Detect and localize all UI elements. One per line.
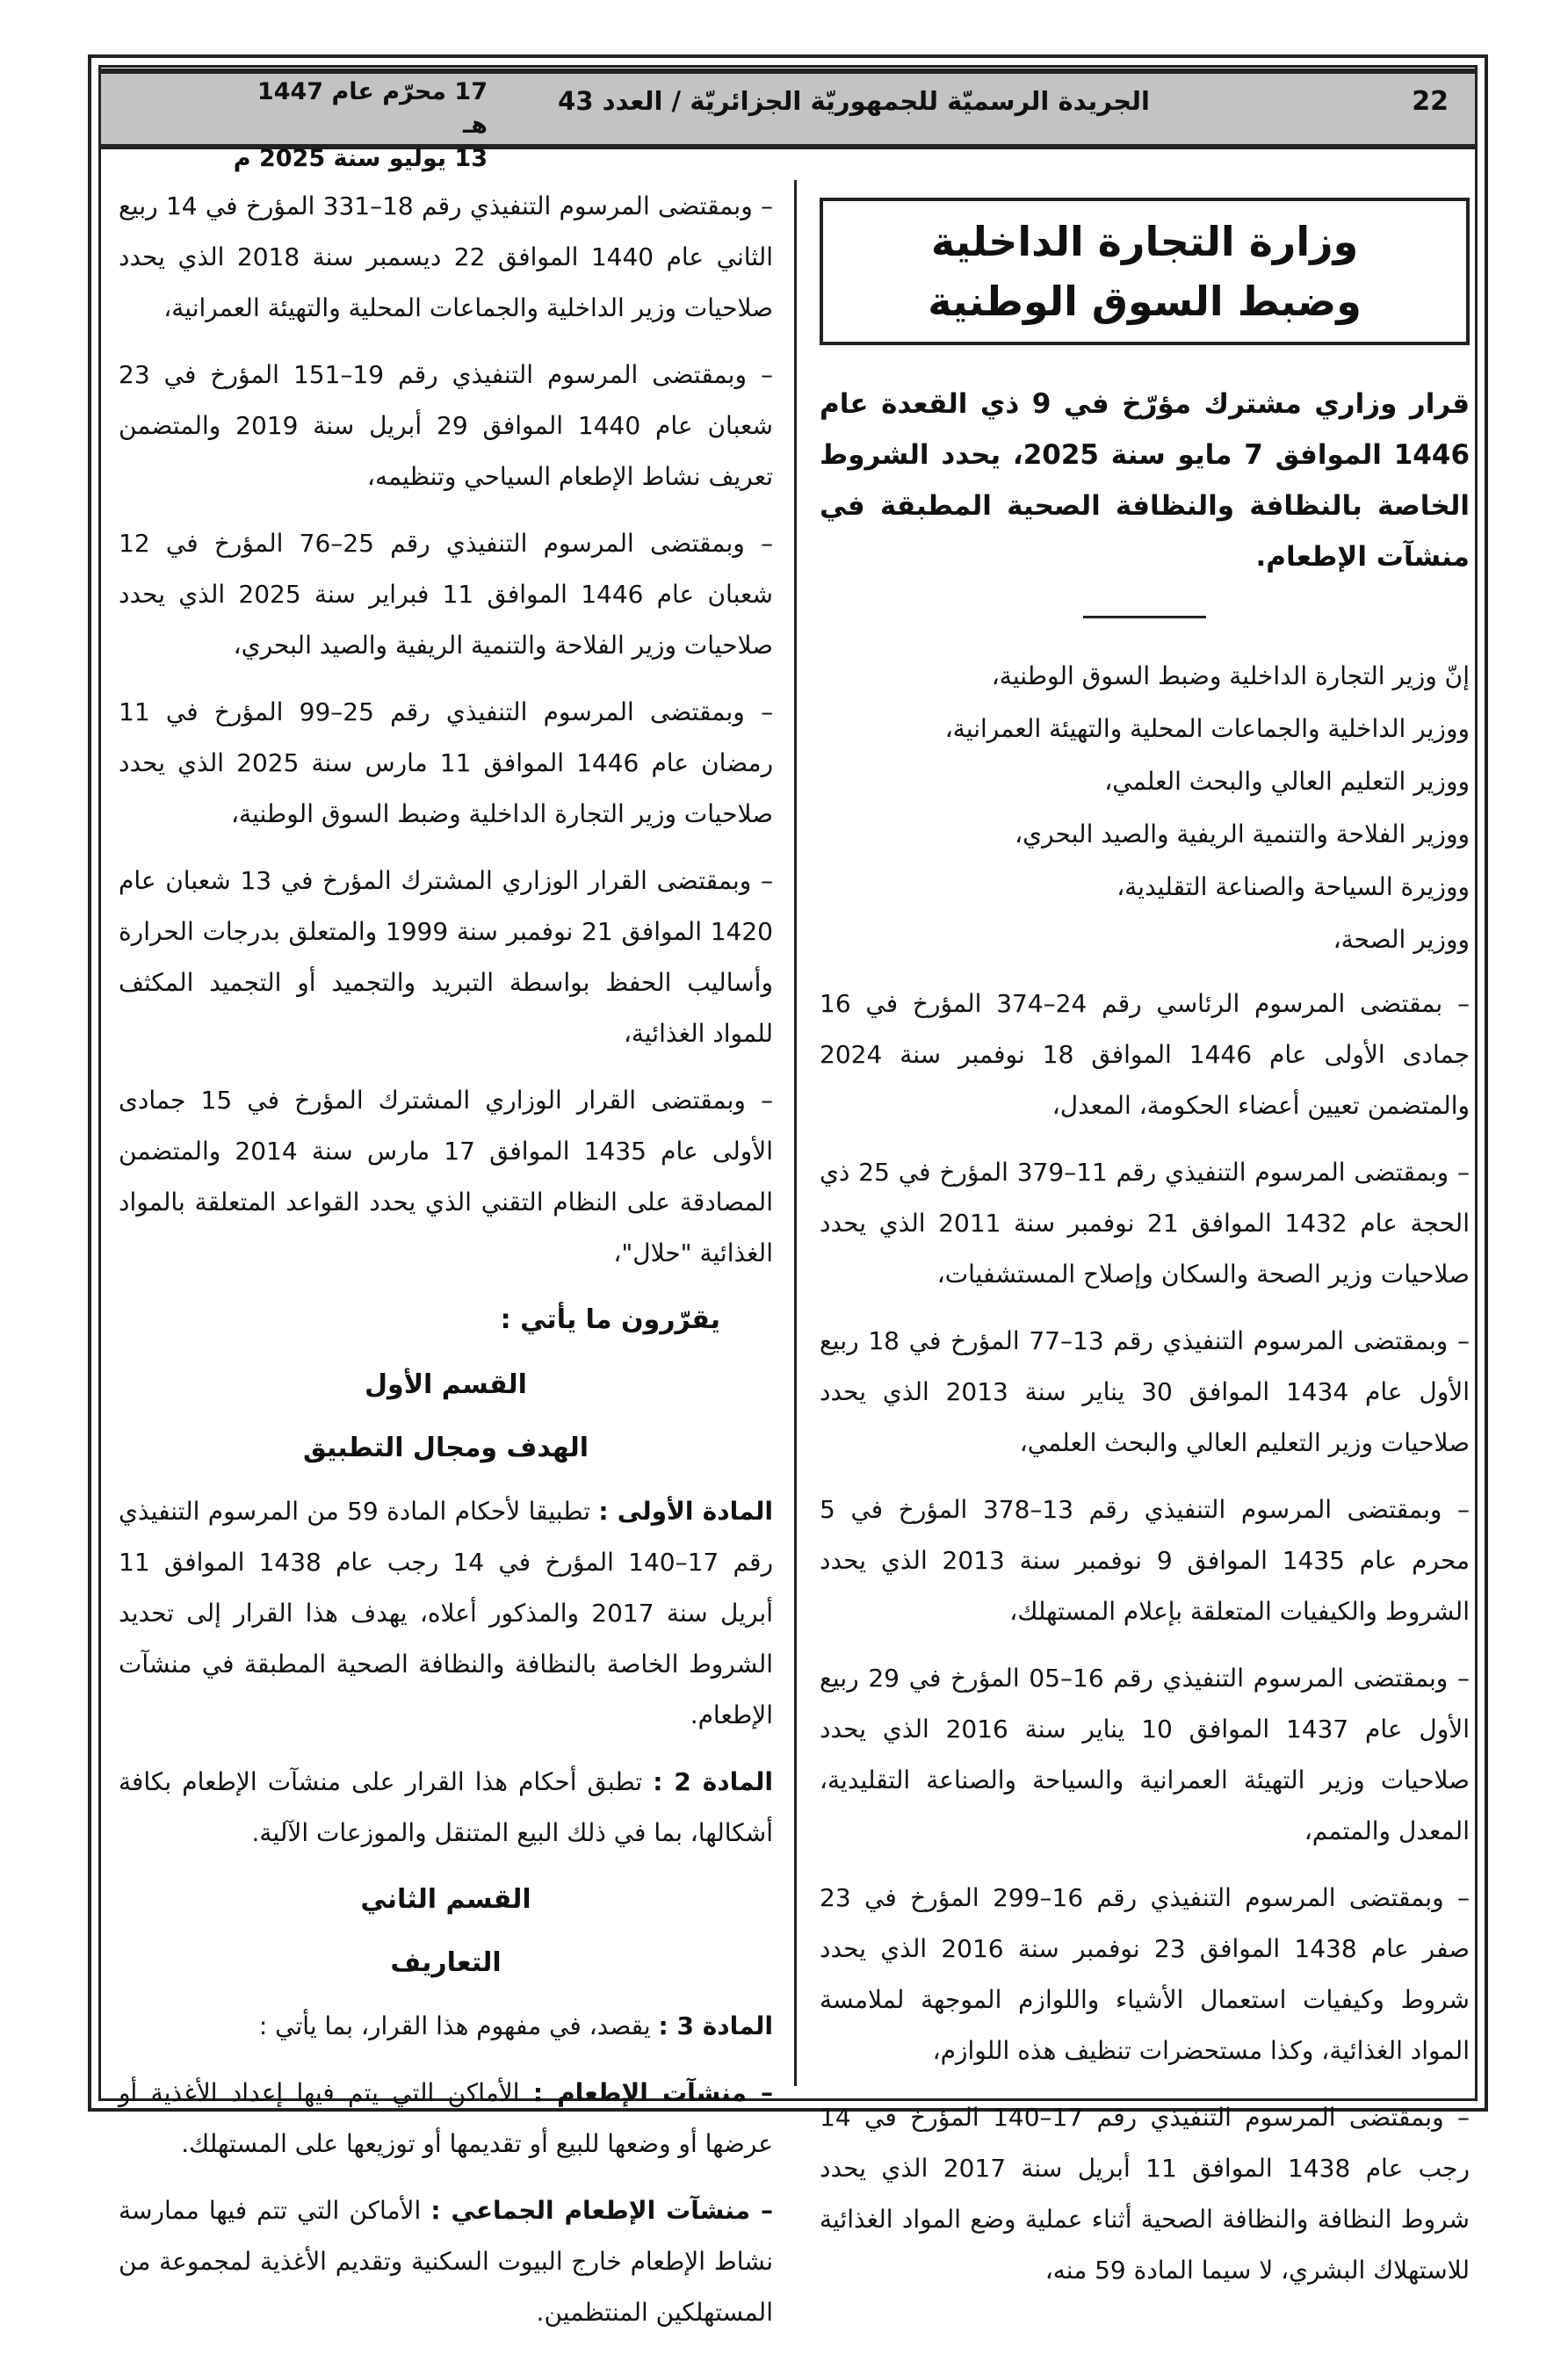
decision-title: قرار وزاري مشترك مؤرّخ في 9 ذي القعدة عام 1446 الموافق 7 مايو سنة 2025، يحدد الشروط الخاصة بالنظافة والنظافة الصحية المطبقة في منشآت الإطعام.: [820, 388, 1470, 573]
recital: – وبمقتضى القرار الوزاري المشترك المؤرخ في 13 شعبان عام 1420 الموافق 21 نوفمبر سنة 1999 والمتعلق بدرجات الحرارة وأساليب الحفظ بواسطة التبريد والتجميد أو التجميد المكثف للمواد الغذائية،: [119, 866, 773, 1048]
ministry-name-line1: وزارة التجارة الداخلية: [930, 218, 1359, 265]
right-column: [820, 198, 1470, 2312]
section1-subtitle: الهدف ومجال التطبيق: [302, 1433, 589, 1463]
issue-date: [233, 76, 488, 176]
ministry-box: [820, 198, 1470, 345]
recital: – وبمقتضى المرسوم التنفيذي رقم 25–99 المؤرخ في 11 رمضان عام 1446 الموافق 11 مارس سنة 2025 الذي يحدد صلاحيات وزير التجارة الداخلية وضبط السوق الوطنية،: [119, 697, 773, 828]
definition-text: الأماكن التي يتم فيها إعداد الأغذية أو عرضها أو وضعها للبيع أو تقديمها أو توزيعها على المستهلك.: [119, 2078, 773, 2158]
recital: – وبمقتضى المرسوم التنفيذي رقم 25–76 المؤرخ في 12 شعبان عام 1446 الموافق 11 فبراير سنة 2025 الذي يحدد صلاحيات وزير الفلاحة والتنمية الريفية والصيد البحري،: [119, 529, 773, 660]
recital: – وبمقتضى المرسوم التنفيذي رقم 16–05 المؤرخ في 29 ربيع الأول عام 1437 الموافق 10 يناير سنة 2016 الذي يحدد صلاحيات وزير التهيئة العمرانية والسياحة والصناعة التقليدية، المعدل والمتمم،: [820, 1664, 1470, 1845]
recital: – وبمقتضى المرسوم التنفيذي رقم 13–77 المؤرخ في 18 ربيع الأول عام 1434 الموافق 30 يناير سنة 2013 الذي يحدد صلاحيات وزير التعليم العالي والبحث العلمي،: [820, 1326, 1470, 1457]
definition-term: – منشآت الإطعام الجماعي :: [430, 2196, 773, 2225]
article-3-label: المادة 3 :: [658, 2011, 773, 2040]
ministry-name-line2: وضبط السوق الوطنية: [928, 278, 1362, 325]
section2-title: القسم الثاني: [360, 1884, 531, 1915]
gazette-title: الجريدة الرسميّة للجمهوريّة الجزائريّة / العدد 43: [558, 86, 1150, 116]
intro-list: [820, 650, 1470, 966]
page-number: 22: [1412, 86, 1449, 117]
recital: – بمقتضى المرسوم الرئاسي رقم 24–374 المؤرخ في 16 جمادى الأولى عام 1446 الموافق 18 نوفمبر سنة 2024 والمتضمن تعيين أعضاء الحكومة، المعدل،: [820, 989, 1470, 1120]
definition-term: – منشآت الإطعام :: [532, 2078, 773, 2107]
article-1-label: المادة الأولى :: [598, 1497, 774, 1526]
article-3: [119, 2001, 773, 2052]
article-1-text: تطبيقا لأحكام المادة 59 من المرسوم التنفيذي رقم 17–140 المؤرخ في 14 رجب عام 1438 الموافق 11 أبريل سنة 2017 والمذكور أعلاه، يهدف هذا القرار إلى تحديد الشروط الخاصة بالنظافة والنظافة الصحية المطبقة في منشآت الإطعام.: [119, 1497, 774, 1729]
gregorian-date: 13 يوليو سنة 2025 م: [233, 145, 488, 172]
recital: – وبمقتضى المرسوم التنفيذي رقم 19–151 المؤرخ في 23 شعبان عام 1440 الموافق 29 أبريل سنة 2019 والمتضمن تعريف نشاط الإطعام السياحي وتنظيمه،: [119, 360, 774, 491]
recital: – وبمقتضى المرسوم التنفيذي رقم 13–378 المؤرخ في 5 محرم عام 1435 الموافق 9 نوفمبر سنة 2013 الذي يحدد الشروط والكيفيات المتعلقة بإعلام المستهلك،: [820, 1495, 1470, 1626]
intro-line: ووزير الفلاحة والتنمية الريفية والصيد البحري،: [1015, 820, 1470, 848]
recital: – وبمقتضى المرسوم التنفيذي رقم 11–379 المؤرخ في 25 ذي الحجة عام 1432 الموافق 21 نوفمبر سنة 2011 الذي يحدد صلاحيات وزير الصحة والسكان وإصلاح المستشفيات،: [820, 1158, 1470, 1289]
recital: – وبمقتضى المرسوم التنفيذي رقم 18–331 المؤرخ في 14 ربيع الثاني عام 1440 الموافق 22 ديسمبر سنة 2018 الذي يحدد صلاحيات وزير الداخلية والجماعات المحلية والتهيئة العمرانية،: [119, 191, 774, 322]
recital: – وبمقتضى القرار الوزاري المشترك المؤرخ في 15 جمادى الأولى عام 1435 الموافق 17 مارس سنة 2014 والمتضمن المصادقة على النظام التقني الذي يحدد القواعد المتعلقة بالمواد الغذائية "حلال"،: [119, 1086, 774, 1267]
article-2-text: تطبق أحكام هذا القرار على منشآت الإطعام بكافة أشكالها، بما في ذلك البيع المتنقل والموزعات الآلية.: [119, 1767, 773, 1847]
decide-heading: يقرّرون ما يأتي :: [500, 1304, 720, 1335]
hijri-date: 17 محرّم عام 1447 هـ: [257, 78, 488, 139]
title-rule: [1083, 616, 1206, 618]
intro-line: ووزيرة السياحة والصناعة التقليدية،: [1116, 872, 1470, 901]
gazette-header: [101, 69, 1475, 172]
intro-line: ووزير الصحة،: [1333, 925, 1470, 954]
definition: [119, 2068, 773, 2170]
column-divider: [794, 180, 797, 2086]
left-column: [119, 181, 773, 2354]
article-2-label: المادة 2 :: [653, 1767, 773, 1796]
intro-line: ووزير الداخلية والجماعات المحلية والتهيئة العمرانية،: [944, 714, 1470, 743]
section1-title: القسم الأول: [365, 1369, 527, 1400]
article-1: [119, 1486, 773, 1741]
recital: – وبمقتضى المرسوم التنفيذي رقم 16–299 المؤرخ في 23 صفر عام 1438 الموافق 23 نوفمبر سنة 2016 الذي يحدد شروط وكيفيات استعمال الأشياء واللوازم الموجهة لملامسة المواد الغذائية، وكذا مستحضرات تنظيف هذه اللوازم،: [820, 1883, 1470, 2065]
intro-line: ووزير التعليم العالي والبحث العلمي،: [1104, 767, 1470, 796]
section2-subtitle: التعاريف: [390, 1947, 502, 1978]
definition: [119, 2185, 773, 2338]
recital: – وبمقتضى المرسوم التنفيذي رقم 17–140 المؤرخ في 14 رجب عام 1438 الموافق 11 أبريل سنة 2017 الذي يحدد شروط النظافة والنظافة الصحية أثناء عملية وضع المواد الغذائية للاستهلاك البشري، لا سيما المادة 59 منه،: [820, 2103, 1470, 2285]
article-2: [119, 1757, 773, 1859]
article-3-text: يقصد، في مفهوم هذا القرار، بما يأتي :: [258, 2011, 659, 2040]
intro-line: إنّ وزير التجارة الداخلية وضبط السوق الوطنية،: [991, 661, 1470, 690]
definition-text: الأماكن التي تتم فيها ممارسة نشاط الإطعام خارج البيوت السكنية وتقديم الأغذية لمجموعة من المستهلكين المنتظمين.: [119, 2196, 773, 2327]
